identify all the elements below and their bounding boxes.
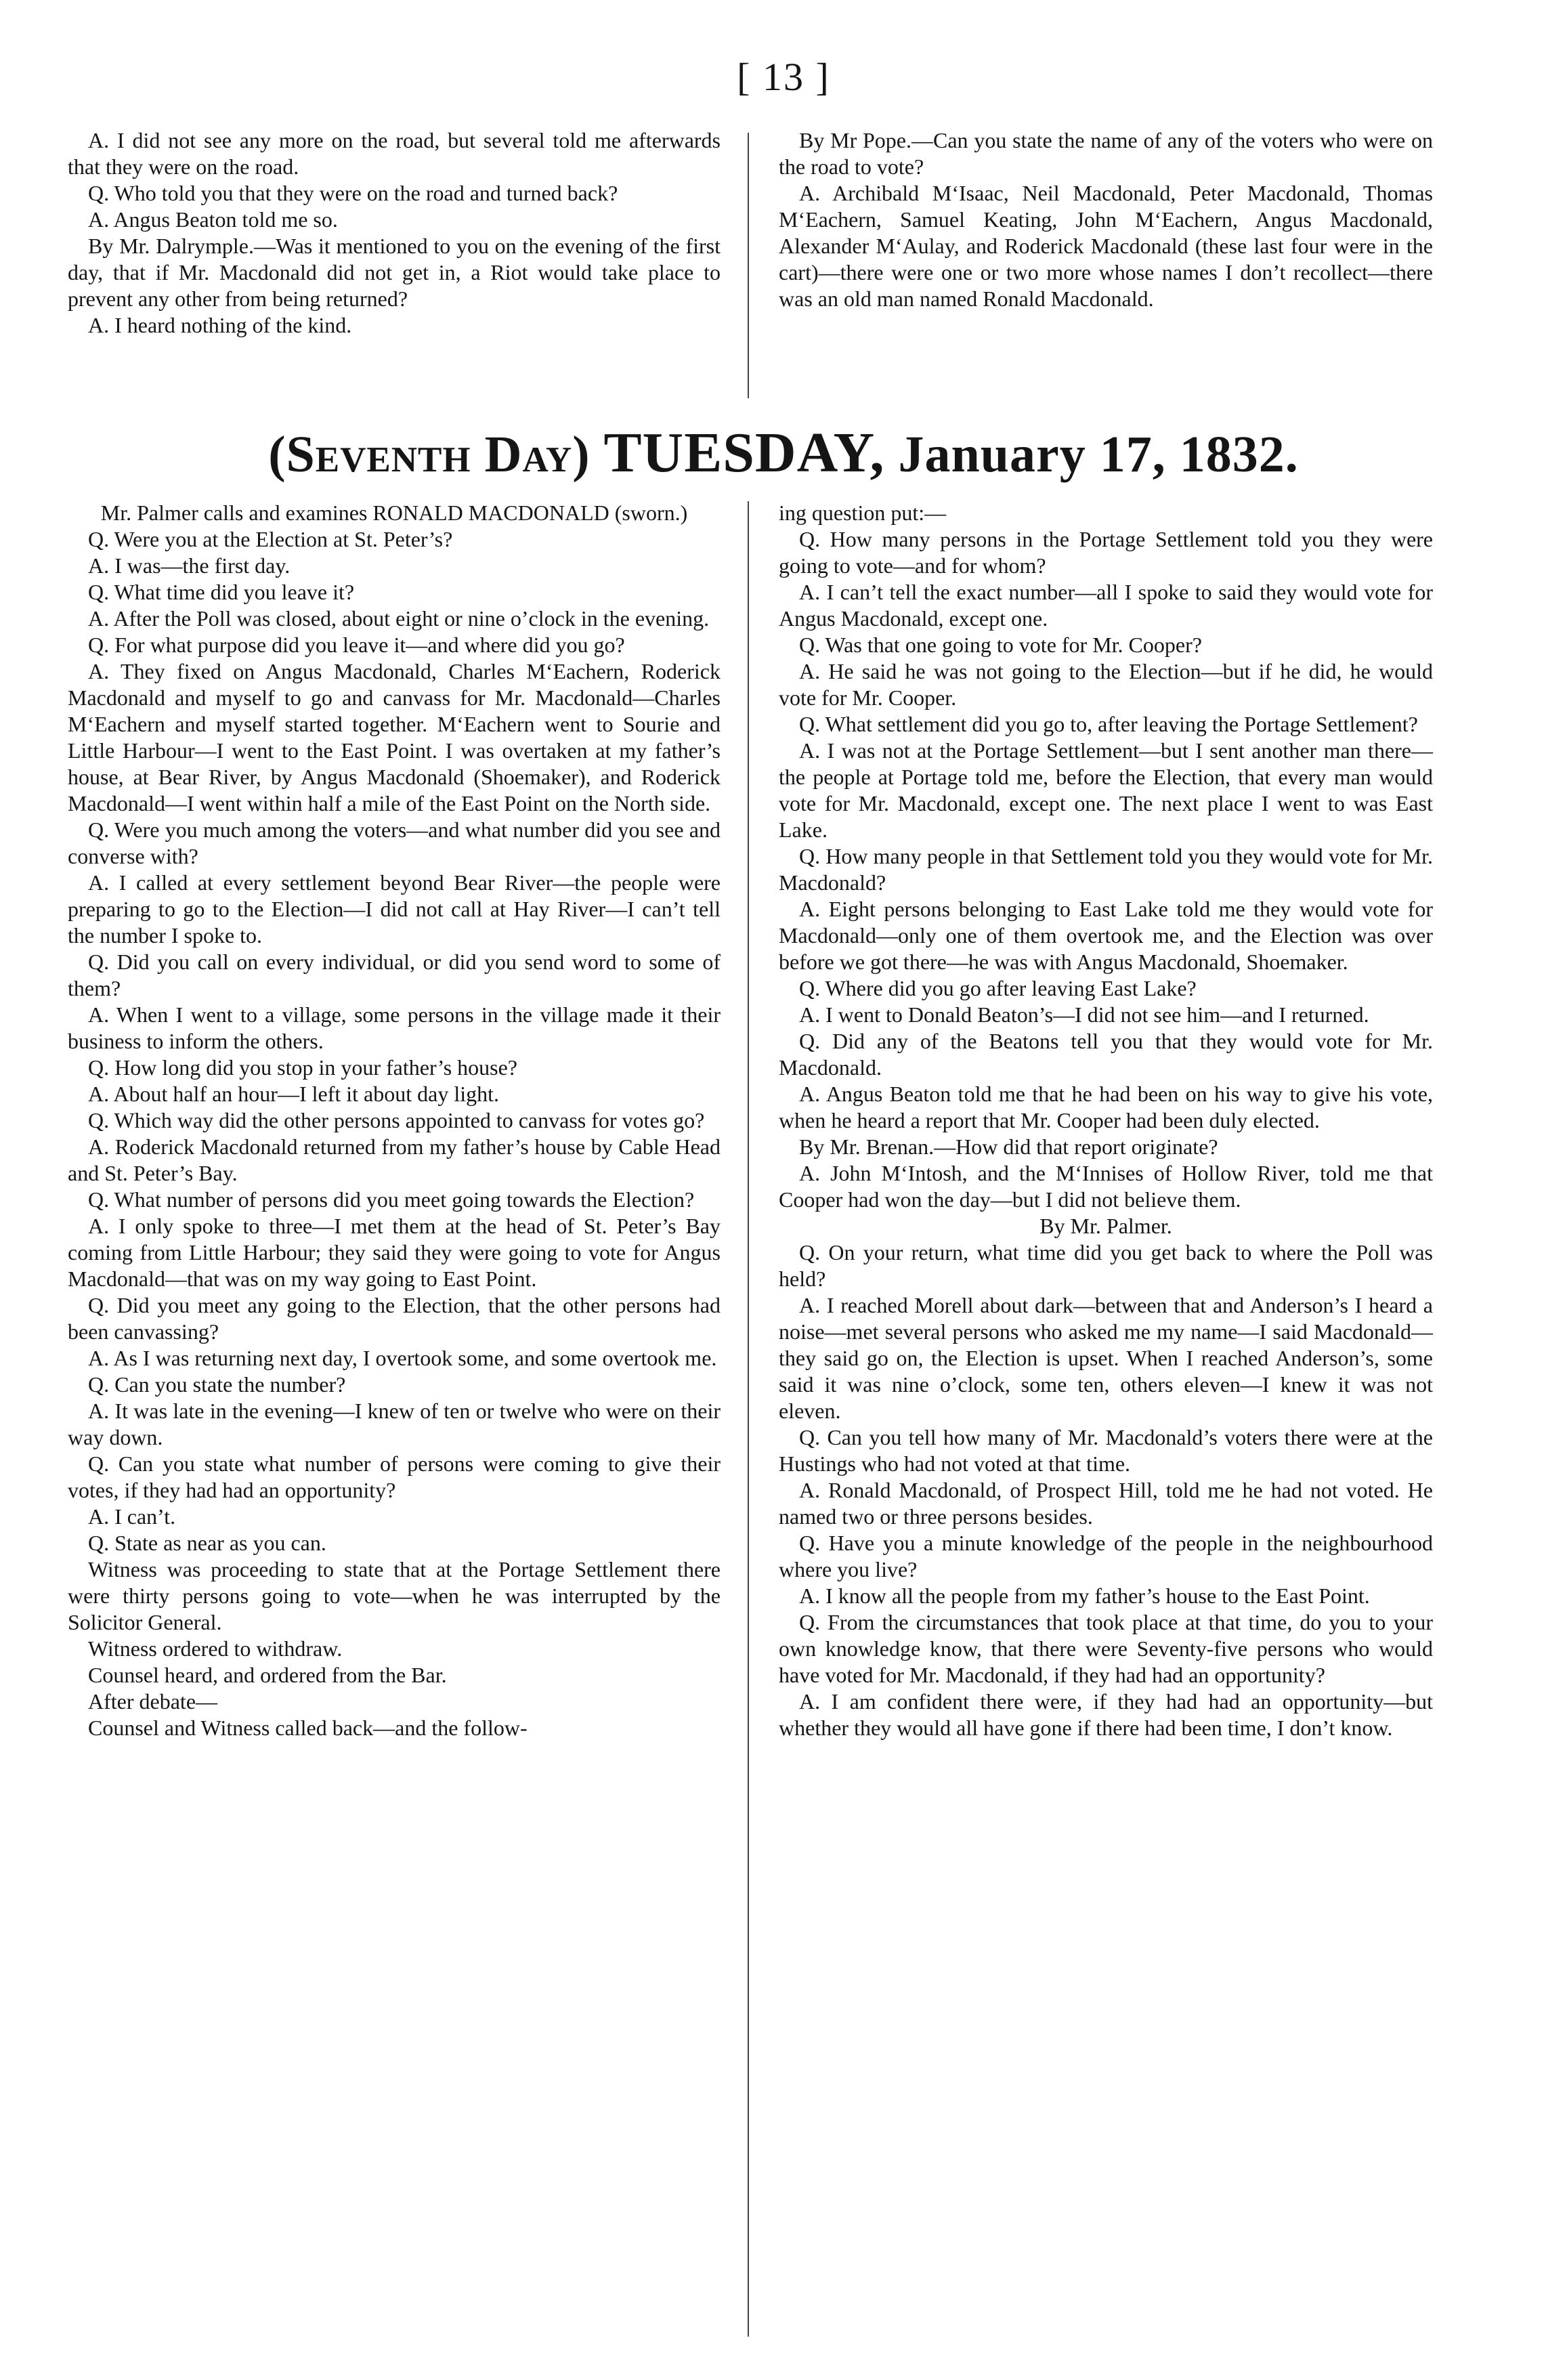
heading-date: January 17, 1832. (898, 426, 1299, 483)
paragraph: Q. Who told you that they were on the road and turned back? (88, 181, 618, 205)
paragraph: Q. Were you much among the voters—and what number did you see and converse with? (68, 817, 721, 868)
paragraph: A. John M‘Intosh, and the M‘Innises of Hollow River, told me that Cooper had won the day—but I did not believe them. (779, 1161, 1433, 1212)
paragraph: A. I called at every settlement beyond Bear River—the people were preparing to go to the Election—I did not call at Hay River—I can’t tell the number I spoke to. (68, 870, 721, 948)
paragraph: By Mr Pope.—Can you state the name of any of the voters who were on the road to vote? (779, 128, 1433, 179)
paragraph: A. I was—the first day. (88, 553, 291, 578)
top-right-column (779, 127, 1433, 312)
paragraph: A. He said he was not going to the Election—but if he did, he would vote for Mr. Cooper. (779, 659, 1433, 710)
paragraph: Witness ordered to withdraw. (88, 1636, 343, 1661)
paragraph: A. As I was returning next day, I overtook some, and some overtook me. (88, 1346, 717, 1370)
top-left-column (68, 127, 721, 339)
paragraph: Q. For what purpose did you leave it—and where did you go? (88, 633, 625, 657)
heading-open-paren: ( (268, 426, 286, 483)
paragraph: A. I was not at the Portage Settlement—but I sent another man there—the people at Portage told me, before the Election, that every man would vote for Mr. Macdonald, except one. The next place I went to was East Lake. (779, 738, 1433, 842)
paragraph: Q. Can you state what number of persons were coming to give their votes, if they had had an opportunity? (68, 1451, 721, 1502)
paragraph: A. I only spoke to three—I met them at the head of St. Peter’s Bay coming from Little Harbour; they said they were going to vote for Angus Macdonald—that was on my way going to East Point. (68, 1214, 721, 1291)
paragraph: Q. Have you a minute knowledge of the people in the neighbourhood where you live? (779, 1531, 1433, 1581)
paragraph: A. Eight persons belonging to East Lake told me they would vote for Macdonald—only one of them overtook me, and the Election was over before we got there—he was with Angus Macdonald, Shoemaker. (779, 897, 1433, 974)
paragraph: A. Angus Beaton told me that he had been on his way to give his vote, when he heard a report that Mr. Cooper had been duly elected. (779, 1082, 1433, 1132)
paragraph: Q. Can you tell how many of Mr. Macdonald’s voters there were at the Hustings who had not voted at that time. (779, 1425, 1433, 1476)
paragraph: Counsel and Witness called back—and the follow- (88, 1716, 528, 1740)
paragraph: Q. How long did you stop in your father’s house? (88, 1055, 517, 1080)
paragraph: A. I did not see any more on the road, but several told me afterwards that they were on the road. (68, 128, 721, 179)
paragraph: Q. What number of persons did you meet going towards the Election? (88, 1187, 695, 1212)
column-divider-bottom (748, 501, 749, 2337)
paragraph: A. Angus Beaton told me so. (88, 207, 338, 232)
paragraph: A. They fixed on Angus Macdonald, Charles M‘Eachern, Roderick Macdonald and myself to go and canvass for Mr. Macdonald—Charles M‘Eachern and myself started together. M‘Eachern went to Sourie and Little Harbour—I went to the East Point. I was overtaken at my father’s house, at Bear River, by Angus Macdonald (Shoemaker), and Roderick Macdonald—I went within half a mile of the East Point on the North side. (68, 659, 721, 815)
bottom-right-column (779, 500, 1433, 1741)
paragraph: Q. From the circumstances that took place at that time, do you to your own knowledge know, that there were Seventy-five persons who would have voted for Mr. Macdonald, if they had had an opportunity? (779, 1610, 1433, 1687)
paragraph: A. I can’t. (88, 1504, 176, 1529)
column-divider-top (748, 133, 749, 398)
examiner-subheading: By Mr. Palmer. (1039, 1214, 1172, 1238)
bottom-left-column (68, 500, 721, 1741)
paragraph: A. Roderick Macdonald returned from my father’s house by Cable Head and St. Peter’s Bay. (68, 1134, 721, 1185)
paragraph: A. I heard nothing of the kind. (88, 313, 352, 337)
paragraph: ing question put:— (779, 501, 947, 525)
paragraph: Q. Was that one going to vote for Mr. Cooper? (799, 633, 1202, 657)
paragraph: A. After the Poll was closed, about eight or nine o’clock in the evening. (88, 606, 710, 631)
paragraph: Q. What settlement did you go to, after leaving the Portage Settlement? (799, 712, 1418, 736)
paragraph: Q. Can you state the number? (88, 1372, 346, 1397)
paragraph: Q. On your return, what time did you get back to where the Poll was held? (779, 1240, 1433, 1291)
paragraph: Q. Did you call on every individual, or did you send word to some of them? (68, 950, 721, 1000)
paragraph: Q. Where did you go after leaving East Lake? (799, 976, 1197, 1000)
paragraph: By Mr. Brenan.—How did that report originate? (799, 1134, 1218, 1159)
paragraph: Q. State as near as you can. (88, 1531, 326, 1555)
paragraph: Q. Did any of the Beatons tell you that they would vote for Mr. Macdonald. (779, 1029, 1433, 1080)
paragraph: Q. What time did you leave it? (88, 580, 355, 604)
paragraph: A. I am confident there were, if they had had an opportunity—but whether they would all have gone if there had been time, I don’t know. (779, 1689, 1433, 1740)
paragraph: After debate— (88, 1689, 218, 1714)
heading-day-name: Seventh Day (286, 426, 573, 483)
paragraph: A. Archibald M‘Isaac, Neil Macdonald, Peter Macdonald, Thomas M‘Eachern, Samuel Keating, John M‘Eachern, Angus Macdonald, Alexander M‘Aulay, and Roderick Macdonald (these last four were in the cart)—there were one or two more whose names I don’t recollect—there was an old man named Ronald Macdonald. (779, 181, 1433, 311)
paragraph: A. I can’t tell the exact number—all I spoke to said they would vote for Angus Macdonald, except one. (779, 580, 1433, 631)
paragraph: A. It was late in the evening—I knew of ten or twelve who were on their way down. (68, 1399, 721, 1449)
examination-intro: Mr. Palmer calls and examines RONALD MACDONALD (sworn.) (100, 501, 688, 525)
paragraph: A. I know all the people from my father’s house to the East Point. (799, 1584, 1370, 1608)
heading-weekday: TUESDAY, (603, 421, 885, 484)
paragraph: A. I reached Morell about dark—between that and Anderson’s I heard a noise—met several persons who asked me my name—I said Macdonald—they said go on, the Election is upset. When I reached Anderson’s, some said it was nine o’clock, some ten, others eleven—I knew it was not eleven. (779, 1293, 1433, 1423)
paragraph: Counsel heard, and ordered from the Bar. (88, 1663, 447, 1687)
paragraph: Q. How many persons in the Portage Settlement told you they were going to vote—and for whom? (779, 527, 1433, 578)
paragraph: A. I went to Donald Beaton’s—I did not see him—and I returned. (799, 1002, 1369, 1027)
page-number: [ 13 ] (737, 55, 830, 99)
paragraph: By Mr. Dalrymple.—Was it mentioned to you on the evening of the first day, that if Mr. Macdonald did not get in, a Riot would take place to prevent any other from being returned? (68, 234, 721, 311)
paragraph: Q. Which way did the other persons appointed to canvass for votes go? (88, 1108, 705, 1132)
day-heading (0, 420, 1567, 486)
paragraph: Q. Were you at the Election at St. Peter’s? (88, 527, 453, 551)
paragraph: A. When I went to a village, some persons in the village made it their business to inform the others. (68, 1002, 721, 1053)
paragraph: A. About half an hour—I left it about day light. (88, 1082, 499, 1106)
paragraph: A. Ronald Macdonald, of Prospect Hill, told me he had not voted. He named two or three persons besides. (779, 1478, 1433, 1529)
paragraph: Q. Did you meet any going to the Election, that the other persons had been canvassing? (68, 1293, 721, 1344)
paragraph: Q. How many people in that Settlement told you they would vote for Mr. Macdonald? (779, 844, 1433, 895)
paragraph: Witness was proceeding to state that at the Portage Settlement there were thirty persons going to vote—when he was interrupted by the Solicitor General. (68, 1557, 721, 1634)
heading-close-paren: ) (572, 426, 591, 483)
